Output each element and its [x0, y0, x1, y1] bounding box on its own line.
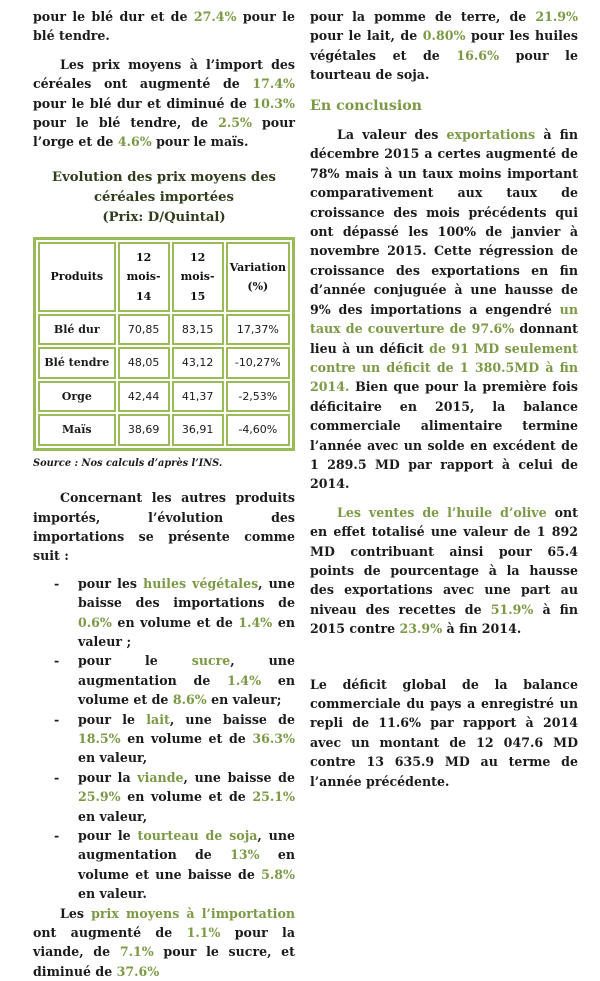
conclusion-heading: En conclusion — [310, 97, 422, 114]
table-row — [38, 347, 290, 378]
accent-text: prix moyens à l’importation — [91, 905, 295, 921]
body-text: , une augmentation de — [78, 653, 295, 688]
dash-bullet: - — [54, 828, 60, 843]
list-item-text — [78, 770, 295, 824]
accent-text: un taux de couverture de 97.6% — [310, 301, 578, 337]
body-text: pour le lait, de — [310, 28, 423, 44]
cell-m14: 42,44 — [118, 381, 170, 412]
paragraph-deficit-global — [310, 675, 578, 791]
header-variation: Variation (%) — [226, 242, 290, 312]
accent-text: lait — [146, 711, 170, 727]
table-title-line-3: (Prix: D/Quintal) — [102, 209, 226, 225]
body-text: pour le sucre, et diminué de — [33, 944, 295, 979]
body-text: en valeur, — [78, 808, 148, 824]
header-12mois15: 12 mois-15 — [172, 242, 224, 312]
body-text: en volume et de — [111, 614, 239, 630]
table-row — [38, 314, 290, 345]
accent-text: 23.9% — [399, 621, 443, 637]
cell-product: Blé tendre — [38, 347, 116, 378]
table-title-line-2: céréales importées — [94, 189, 234, 205]
list-item-text — [78, 653, 295, 707]
body-text: La valeur des — [337, 127, 447, 143]
table-header-row — [38, 242, 290, 312]
table-row — [38, 414, 290, 445]
accent-text: 7.1% — [119, 944, 154, 960]
cell-m15: 41,37 — [172, 381, 224, 412]
cell-variation: -4,60% — [226, 414, 290, 445]
body-text: en valeur ; — [78, 614, 295, 649]
cell-variation: 17,37% — [226, 314, 290, 345]
body-text: à fin 2015 contre — [310, 601, 578, 637]
accent-text: 16.6% — [456, 47, 500, 63]
accent-text: 0.6% — [78, 614, 112, 630]
accent-text: 27.4% — [193, 9, 237, 24]
accent-text: 25.9% — [78, 789, 121, 805]
body-text: en valeur; — [206, 692, 282, 708]
source-note: Source : Nos calculs d’après l’INS. — [33, 457, 223, 469]
body-text: en valeur. — [78, 886, 147, 902]
body-text: à fin décembre 2015 a certes augmenté de 78% mais à un taux moins important comparativement aux taux de croissance des mois précédents qui ont dépassé les 100% de janvier à novembre 2015. Cette régression de croissance des exportations en fin d’année conjuguée à une hausse de 9% des importations a engendré — [310, 127, 578, 317]
body-text: pour le tourteau de soja. — [310, 47, 578, 83]
accent-text: 2.5% — [218, 115, 252, 131]
accent-text: viande — [137, 769, 184, 785]
cell-product: Maïs — [38, 414, 116, 445]
body-text: Le déficit global de la balance commerciale du pays a enregistré un repli de 11.6% par rapport à 2014 avec un montant de 12 047.6 MD contre 13 635.9 MD au terme de l’année précédente. — [310, 676, 578, 789]
right-column — [310, 7, 578, 789]
left-column — [33, 7, 296, 979]
accent-text: 8.6% — [172, 692, 207, 708]
paragraph-concernant — [33, 488, 295, 566]
list-item-text — [78, 828, 295, 901]
accent-text: 37.6% — [116, 963, 160, 979]
cell-variation: -2,53% — [226, 381, 290, 412]
accent-text: 17.4% — [252, 76, 295, 92]
dash-bullet: - — [54, 711, 60, 727]
list-item — [33, 574, 295, 652]
cell-product: Orge — [38, 381, 116, 412]
body-text: pour la — [78, 769, 138, 785]
accent-text: 25.1% — [252, 789, 295, 805]
dash-bullet: - — [54, 575, 60, 591]
body-text: pour le — [78, 711, 147, 727]
body-text: pour le blé tendre, de — [33, 115, 219, 131]
body-text: en volume et de — [120, 730, 253, 746]
accent-text: 5.8% — [261, 866, 295, 882]
cell-m14: 70,85 — [118, 314, 170, 345]
body-text: Les prix moyens à l’import des céréales ont augmenté de — [33, 56, 295, 92]
accent-text: 0.80% — [422, 28, 466, 44]
body-text: en volume et de — [120, 789, 253, 805]
body-text: en volume et de — [78, 672, 296, 708]
body-text: en valeur, — [78, 750, 148, 766]
paragraph-huile-olive — [310, 503, 578, 639]
accent-text: 18.5% — [78, 730, 121, 746]
body-text: pour les huiles végétales et de — [310, 28, 578, 63]
accent-text: huiles végétales — [143, 575, 259, 591]
cereals-price-table — [33, 237, 295, 451]
list-item-text — [78, 576, 295, 649]
list-item — [33, 651, 295, 709]
body-text: à fin 2014. — [442, 621, 522, 637]
accent-text: tourteau de soja — [137, 828, 258, 843]
list-item — [33, 826, 295, 904]
cell-product: Blé dur — [38, 314, 116, 345]
body-text: , une baisse des importations de — [78, 575, 295, 611]
paragraph-ble-tendre — [33, 7, 295, 46]
cell-variation: -10,27% — [226, 347, 290, 378]
body-text: pour le blé tendre. — [33, 9, 295, 44]
body-text: pour le maïs. — [151, 134, 249, 150]
dash-bullet: - — [54, 653, 60, 669]
body-text: , une baisse de — [169, 711, 295, 727]
accent-text: sucre — [191, 653, 231, 669]
body-text: donnant lieu à un déficit — [310, 321, 578, 356]
body-text: en volume et une baisse de — [78, 847, 295, 882]
accent-text: 10.3% — [252, 95, 295, 111]
table-row — [38, 381, 290, 412]
table-title-line-1: Evolution des prix moyens des — [52, 169, 276, 185]
cell-m15: 36,91 — [172, 414, 224, 445]
body-text: pour les — [78, 575, 144, 591]
body-text: Concernant les autres produits importés, l’évolution des importations se présente comme suit : — [33, 490, 295, 564]
accent-text: 4.6% — [117, 134, 152, 150]
body-text: Bien que pour la première fois déficitaire en 2015, la balance commerciale alimentaire termine l’année avec un solde en excédent de 1 289.5 MD par rapport à celui de 2014. — [310, 379, 578, 492]
paragraph-prix-import-cereales — [33, 55, 295, 152]
accent-text: 13% — [230, 847, 260, 863]
list-item-text — [78, 712, 295, 766]
cell-m15: 83,15 — [172, 314, 224, 345]
accent-text: 21.9% — [535, 9, 578, 24]
accent-text: de 91 MD seulement contre un déficit de 1 380.5MD à fin 2014. — [310, 340, 578, 395]
cell-m14: 38,69 — [118, 414, 170, 445]
accent-text: 51.9% — [490, 601, 534, 617]
dash-bullet: - — [54, 769, 60, 785]
body-text: pour la pomme de terre, de — [310, 9, 536, 24]
accent-text: 1.1% — [186, 925, 221, 941]
body-text: ont en effet totalisé une valeur de 1 892 MD contribuant ainsi pour 65.4 points de pourcentage à la hausse des exportations avec une part au niveau des recettes de — [310, 504, 578, 617]
table-title — [33, 168, 295, 228]
body-text: , une baisse de — [183, 769, 295, 785]
body-text: pour le — [78, 653, 192, 669]
cell-m14: 48,05 — [118, 347, 170, 378]
accent-text: Les ventes de l’huile d’olive — [337, 504, 547, 520]
body-text: pour le blé dur et diminué de — [33, 95, 253, 111]
header-12mois14: 12 mois-14 — [118, 242, 170, 312]
body-text: pour la viande, de — [33, 925, 296, 960]
body-text: pour le blé dur et de — [33, 9, 194, 24]
body-text: pour l’orge et de — [33, 115, 295, 150]
paragraph-prix-importation — [33, 904, 295, 981]
list-item — [33, 768, 295, 826]
paragraph-pomme-de-terre — [310, 7, 578, 85]
cell-m15: 43,12 — [172, 347, 224, 378]
body-text: , une augmentation de — [78, 828, 295, 863]
accent-text: 1.4% — [238, 614, 273, 630]
body-text: Les — [60, 905, 92, 921]
accent-text: 36.3% — [252, 730, 295, 746]
header-produits: Produits — [38, 242, 116, 312]
body-text: ont augmenté de — [33, 925, 187, 941]
body-text: pour le — [78, 828, 138, 843]
accent-text: exportations — [446, 127, 536, 143]
paragraph-exportations — [310, 125, 578, 494]
accent-text: 1.4% — [227, 672, 262, 688]
